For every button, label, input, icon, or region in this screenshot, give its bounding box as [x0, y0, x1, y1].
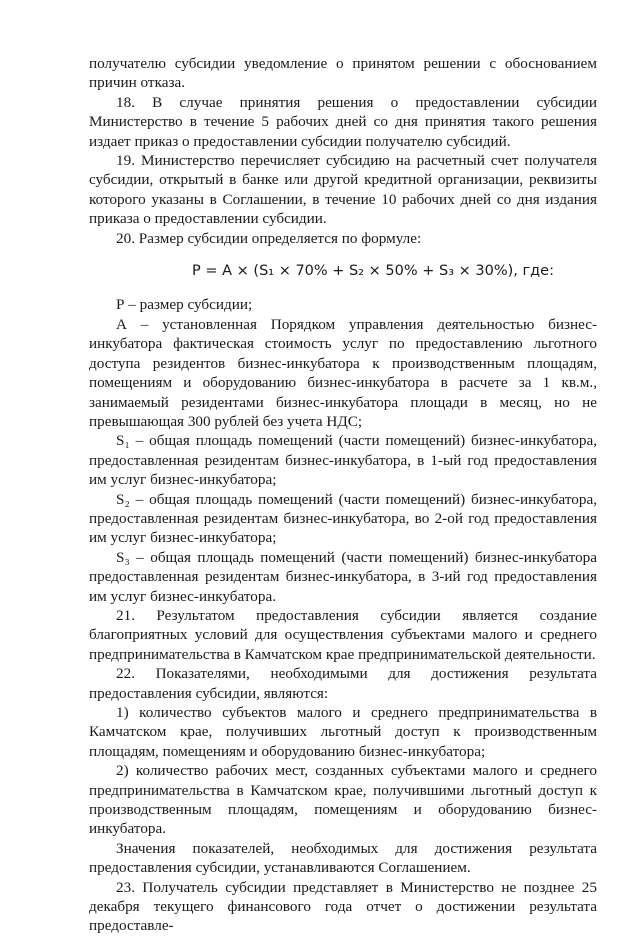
document-body [89, 54, 597, 936]
paragraph-18: 18. В случае принятия решения о предоставлении субсидии Министерство в течение 5 рабочих дней со дня принятия такого решения издает приказ о предоставлении субсидии получателю субсидий. [89, 93, 597, 150]
paragraph-20: 20. Размер субсидии определяется по формуле: [116, 229, 422, 247]
definition-s2: S₂ – общая площадь помещений (части помещений) бизнес-инкубатора, предоставленная резидентам бизнес-инкубатора, во 2-ой год предоставления им услуг бизнес-инкубатора; [89, 490, 597, 547]
paragraph-23: 23. Получатель субсидии представляет в Министерство не позднее 25 декабря текущего финансового года отчет о достижении результата предоставле- [89, 878, 597, 935]
paragraph-22-values: Значения показателей, необходимых для достижения результата предоставления субсидии, устанавливаются Соглашением. [89, 839, 597, 877]
definition-p: Р – размер субсидии; [116, 296, 253, 314]
definition-s3: S₃ – общая площадь помещений (части помещений) бизнес-инкубатора предоставленная резидентам бизнес-инкубатора, в 3-ий год предоставления им услуг бизнес-инкубатора. [89, 548, 597, 605]
paragraph-22: 22. Показателями, необходимыми для достижения результата предоставления субсидии, являются: [89, 665, 597, 702]
paragraph-22-item-2: 2) количество рабочих мест, созданных субъектами малого и среднего предпринимательства в Камчатском крае, получившими льготный доступ к производственным площадям, помещениям и оборудованию бизнес-инкубатора. [89, 762, 597, 838]
subsidy-formula: P = A × (S₁ × 70% + S₂ × 50% + S₃ × 30%), где: [192, 263, 554, 280]
definition-a: А – установленная Порядком управления деятельностью бизнес-инкубатора фактическая стоимость услуг по предоставлению льготного доступа резидентов бизнес-инкубатора к производственным площадям, помещениям и оборудованию бизнес-инкубатора в расчете за 1 кв.м., занимаемый резидентами бизнес-инкубатора площади в месяц, но не превышающая 300 рублей без учета НДС; [89, 315, 597, 430]
paragraph-19: 19. Министерство перечисляет субсидию на расчетный счет получателя субсидии, открытый в банке или другой кредитной организации, реквизиты которого указаны в Соглашении, в течение 10 рабочих дней со дня издания приказа о предоставлении субсидии. [89, 152, 597, 228]
definition-s1: S₁ – общая площадь помещений (части помещений) бизнес-инкубатора, предоставленная резидентам бизнес-инкубатора, в 1-ый год предоставления им услуг бизнес-инкубатора; [89, 432, 597, 489]
paragraph-17-end: получателю субсидии уведомление о принятом решении с обоснованием причин отказа. [89, 55, 597, 92]
paragraph-21: 21. Результатом предоставления субсидии является создание благоприятных условий для осуществления субъектами малого и среднего предпринимательства в Камчатском крае предпринимательской деятельности. [89, 606, 597, 663]
paragraph-22-item-1: 1) количество субъектов малого и среднего предпринимательства в Камчатском крае, получивших льготный доступ к производственным площадям, помещениям и оборудованию бизнес-инкубатора; [89, 704, 597, 760]
